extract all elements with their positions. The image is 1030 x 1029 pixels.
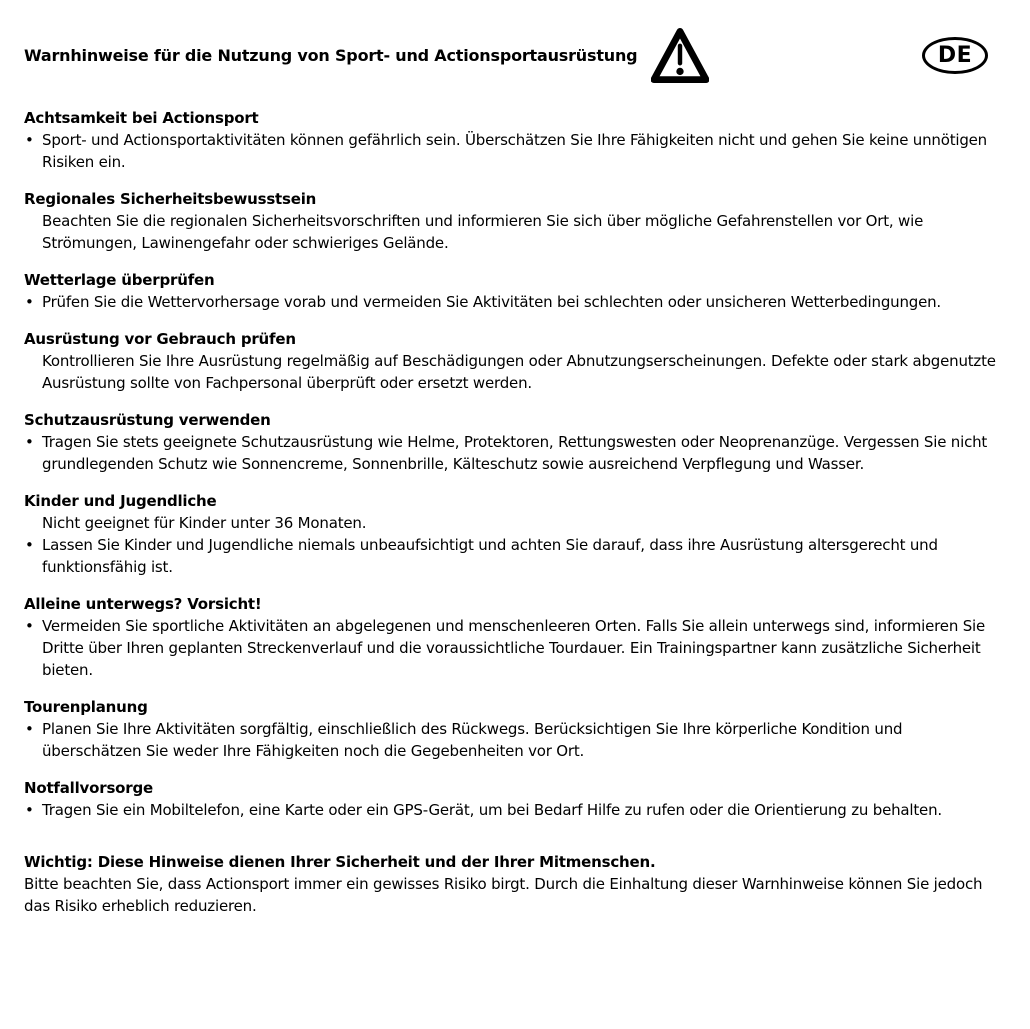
- section-item: [24, 129, 1004, 173]
- bullet-marker: •: [25, 536, 34, 554]
- section-item: [24, 512, 1004, 534]
- footer: [24, 851, 1004, 917]
- section-item: [24, 210, 1004, 254]
- bullet-marker: •: [25, 293, 34, 311]
- section-item-text: Sport- und Actionsportaktivitäten können gefährlich sein. Überschätzen Sie Ihre Fähigkeiten nicht und gehen Sie keine unnötigen Risiken ein.: [42, 131, 987, 171]
- section-item-text: Lassen Sie Kinder und Jugendliche niemals unbeaufsichtigt und achten Sie darauf, dass ihre Ausrüstung altersgerecht und funktionsfähig ist.: [42, 536, 938, 576]
- warning-section: [24, 490, 1004, 578]
- section-items: [24, 718, 1004, 762]
- warning-section: [24, 593, 1004, 681]
- section-item-text: Planen Sie Ihre Aktivitäten sorgfältig, einschließlich des Rückwegs. Berücksichtigen Sie Ihre körperliche Kondition und überschätzen Sie weder Ihre Fähigkeiten noch die Gegebenheiten vor Ort.: [42, 720, 903, 760]
- section-item: [24, 350, 1004, 394]
- header: [24, 25, 1004, 85]
- section-item-text: Nicht geeignet für Kinder unter 36 Monaten.: [42, 514, 367, 532]
- section-heading: Tourenplanung: [24, 698, 148, 716]
- section-item: [24, 431, 1004, 475]
- section-item: [24, 799, 1004, 821]
- section-heading: Wetterlage überprüfen: [24, 271, 215, 289]
- section-items: [24, 799, 1004, 821]
- section-item-text: Kontrollieren Sie Ihre Ausrüstung regelmäßig auf Beschädigungen oder Abnutzungserscheinungen. Defekte oder stark abgenutzte Ausrüstung sollte von Fachpersonal überprüft oder ersetzt werden.: [42, 352, 996, 392]
- section-items: [24, 129, 1004, 173]
- section-item-text: Tragen Sie ein Mobiltelefon, eine Karte oder ein GPS-Gerät, um bei Bedarf Hilfe zu rufen oder die Orientierung zu behalten.: [42, 801, 942, 819]
- footer-text: Bitte beachten Sie, dass Actionsport immer ein gewisses Risiko birgt. Durch die Einhaltung dieser Warnhinweise können Sie jedoch das Risiko erheblich reduzieren.: [24, 875, 983, 915]
- bullet-marker: •: [25, 801, 34, 819]
- language-badge-label: DE: [937, 42, 973, 68]
- section-items: [24, 291, 1004, 313]
- section-item: [24, 291, 1004, 313]
- bullet-marker: •: [25, 720, 34, 738]
- warning-section: [24, 409, 1004, 475]
- warning-section: [24, 696, 1004, 762]
- section-heading: Kinder und Jugendliche: [24, 492, 217, 510]
- section-item-text: Vermeiden Sie sportliche Aktivitäten an abgelegenen und menschenleeren Orten. Falls Sie allein unterwegs sind, informieren Sie Dritte über Ihren geplanten Streckenverlauf und die voraussichtliche Tourdauer. Ein Trainingspartner kann zusätzliche Sicherheit bieten.: [42, 617, 986, 679]
- section-item: [24, 718, 1004, 762]
- section-heading: Schutzausrüstung verwenden: [24, 411, 271, 429]
- warning-triangle-icon: [651, 26, 709, 85]
- section-heading: Ausrüstung vor Gebrauch prüfen: [24, 330, 296, 348]
- sections-container: [24, 107, 1004, 821]
- warning-section: [24, 269, 1004, 313]
- section-items: [24, 615, 1004, 681]
- section-items: [24, 512, 1004, 578]
- section-item-text: Prüfen Sie die Wettervorhersage vorab und vermeiden Sie Aktivitäten bei schlechten oder unsicheren Wetterbedingungen.: [42, 293, 941, 311]
- section-item: [24, 534, 1004, 578]
- warning-section: [24, 188, 1004, 254]
- warning-section: [24, 777, 1004, 821]
- bullet-marker: •: [25, 433, 34, 451]
- warning-section: [24, 107, 1004, 173]
- section-items: [24, 350, 1004, 394]
- section-heading: Alleine unterwegs? Vorsicht!: [24, 595, 262, 613]
- section-item-text: Beachten Sie die regionalen Sicherheitsvorschriften und informieren Sie sich über mögliche Gefahrenstellen vor Ort, wie Strömungen, Lawinengefahr oder schwieriges Gelände.: [42, 212, 924, 252]
- section-heading: Regionales Sicherheitsbewusstsein: [24, 190, 317, 208]
- section-item-text: Tragen Sie stets geeignete Schutzausrüstung wie Helme, Protektoren, Rettungswesten oder Neoprenanzüge. Vergessen Sie nicht grundlegenden Schutz wie Sonnencreme, Sonnenbrille, Kälteschutz sowie ausreichend Verpflegung und Wasser.: [42, 433, 988, 473]
- page-title: Warnhinweise für die Nutzung von Sport- und Actionsportausrüstung: [24, 45, 638, 65]
- section-heading: Achtsamkeit bei Actionsport: [24, 109, 259, 127]
- section-items: [24, 210, 1004, 254]
- section-item: [24, 615, 1004, 681]
- section-heading: Notfallvorsorge: [24, 779, 153, 797]
- bullet-marker: •: [25, 617, 34, 635]
- bullet-marker: •: [25, 131, 34, 149]
- section-items: [24, 431, 1004, 475]
- footer-important-line: Wichtig: Diese Hinweise dienen Ihrer Sicherheit und der Ihrer Mitmenschen.: [24, 853, 656, 871]
- warning-section: [24, 328, 1004, 394]
- language-badge: [922, 37, 988, 74]
